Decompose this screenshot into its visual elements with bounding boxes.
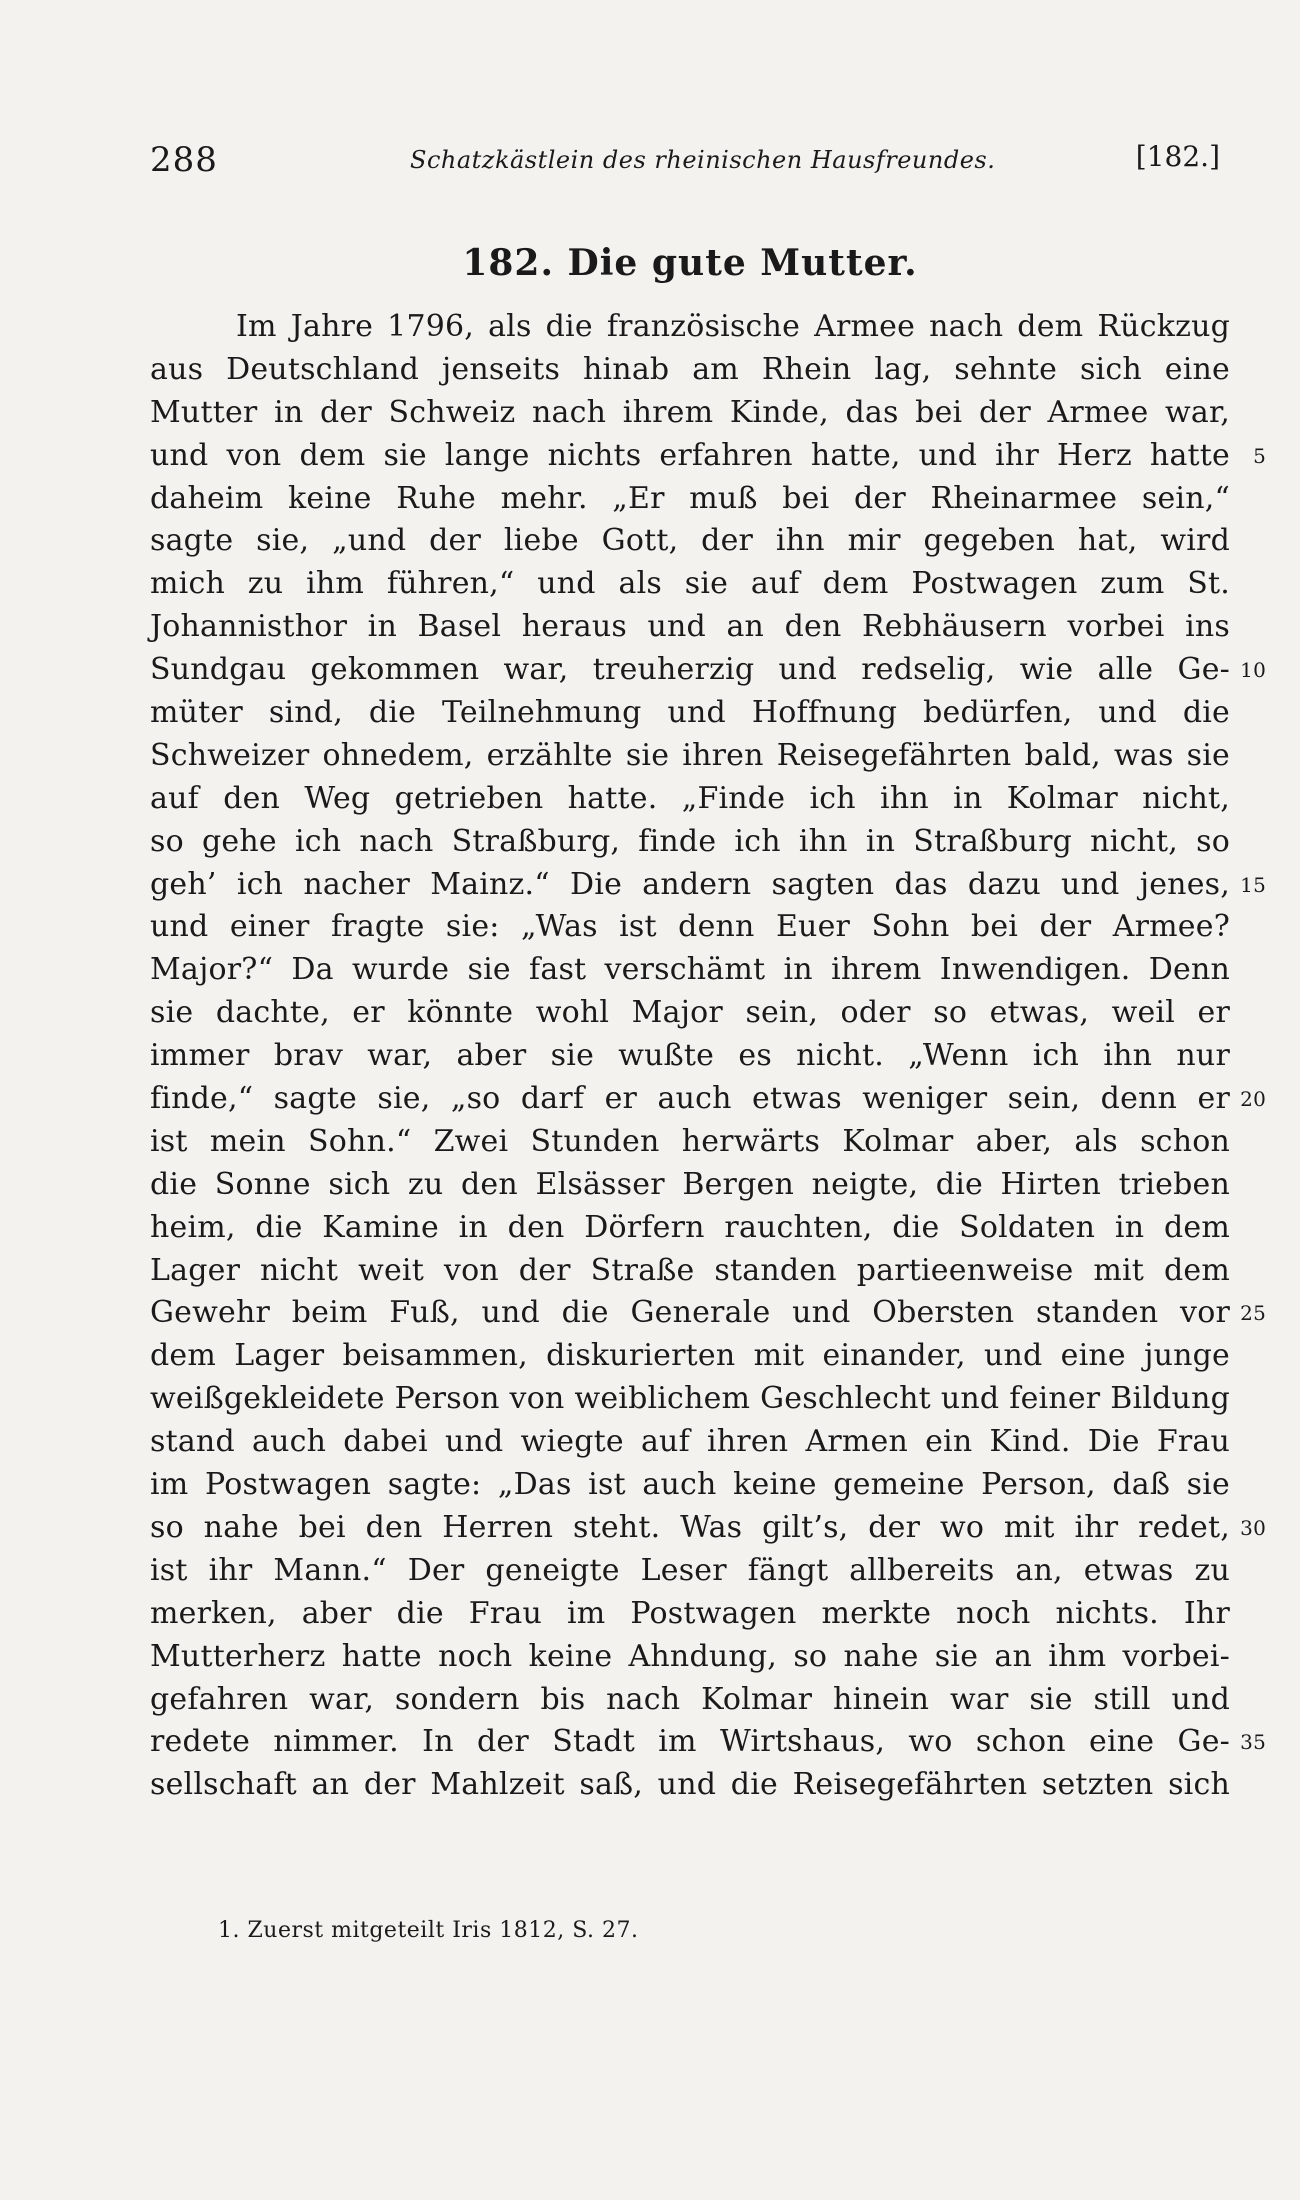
text-line — [150, 606, 1230, 649]
line-text: Im Jahre 1796, als die französische Armee nach dem Rückzug — [236, 309, 1230, 344]
line-text: auf den Weg getrieben hatte. „Finde ich ihn in Kolmar nicht, — [150, 780, 1230, 816]
section-reference: [182.] — [1135, 140, 1220, 173]
text-line — [150, 1292, 1266, 1335]
line-text: dem Lager beisammen, diskurierten mit einander, und eine junge — [150, 1338, 1230, 1374]
body-text — [150, 306, 1266, 1807]
line-text: redete nimmer. In der Stadt im Wirtshaus, wo schon eine Ge- — [150, 1724, 1230, 1760]
text-line — [150, 349, 1230, 392]
text-line — [150, 949, 1230, 992]
line-text: so gehe ich nach Straßburg, finde ich ihn in Straßburg nicht, so — [150, 823, 1230, 859]
text-line — [150, 1464, 1230, 1507]
line-number: 30 — [1240, 1515, 1266, 1540]
text-line — [150, 478, 1230, 521]
line-text: Schweizer ohnedem, erzählte sie ihren Reisegefährten bald, was sie — [150, 737, 1230, 773]
line-text: Major?“ Da wurde sie fast verschämt in ihrem Inwendigen. Denn — [150, 952, 1230, 988]
page-header — [150, 140, 1232, 184]
text-line — [150, 1164, 1230, 1207]
text-line — [150, 1636, 1230, 1679]
line-text: Mutter in der Schweiz nach ihrem Kinde, das bei der Armee war, — [150, 394, 1230, 430]
line-text: heim, die Kamine in den Dörfern rauchten, die Soldaten in dem — [150, 1209, 1230, 1245]
text-line — [150, 1335, 1230, 1378]
line-text: mich zu ihm führen,“ und als sie auf dem Postwagen zum St. — [150, 566, 1230, 602]
line-number: 15 — [1240, 872, 1266, 897]
text-line — [150, 1378, 1230, 1421]
line-text: im Postwagen sagte: „Das ist auch keine gemeine Person, daß sie — [150, 1467, 1230, 1503]
text-line — [150, 992, 1230, 1035]
text-line — [150, 649, 1266, 692]
line-text: sellschaft an der Mahlzeit saß, und die Reisegefährten setzten sich — [150, 1767, 1230, 1803]
text-line — [150, 563, 1230, 606]
text-line — [150, 778, 1230, 821]
line-text: geh’ ich nacher Mainz.“ Die andern sagten das dazu und jenes, — [150, 866, 1230, 902]
line-text: und von dem sie lange nichts erfahren hatte, und ihr Herz hatte — [150, 437, 1230, 473]
line-text: sie dachte, er könnte wohl Major sein, oder so etwas, weil er — [150, 995, 1230, 1031]
line-text: immer brav war, aber sie wußte es nicht. „Wenn ich ihn nur — [150, 1038, 1230, 1074]
line-text: Lager nicht weit von der Straße standen partieenweise mit dem — [150, 1252, 1230, 1288]
text-line — [150, 735, 1230, 778]
running-title: Schatzkästlein des rheinischen Hausfreundes. — [410, 146, 996, 174]
line-text: Gewehr beim Fuß, und die Generale und Obersten standen vor — [150, 1295, 1230, 1331]
text-line — [150, 1550, 1230, 1593]
line-text: so nahe bei den Herren steht. Was gilt’s, der wo mit ihr redet, — [150, 1509, 1230, 1545]
line-text: ist mein Sohn.“ Zwei Stunden herwärts Kolmar aber, als schon — [150, 1123, 1230, 1159]
text-line — [150, 1507, 1266, 1550]
text-line — [150, 692, 1230, 735]
line-text: aus Deutschland jenseits hinab am Rhein lag, sehnte sich eine — [150, 351, 1230, 387]
line-text: müter sind, die Teilnehmung und Hoffnung bedürfen, und die — [150, 695, 1230, 731]
line-text: Mutterherz hatte noch keine Ahndung, so nahe sie an ihm vorbei- — [150, 1638, 1230, 1674]
text-line — [150, 1207, 1230, 1250]
text-line — [150, 1593, 1230, 1636]
line-text: daheim keine Ruhe mehr. „Er muß bei der Rheinarmee sein,“ — [150, 480, 1230, 516]
text-line — [150, 1679, 1230, 1722]
line-text: gefahren war, sondern bis nach Kolmar hinein war sie still und — [150, 1681, 1230, 1717]
line-text: die Sonne sich zu den Elsässer Bergen neigte, die Hirten trieben — [150, 1166, 1230, 1202]
text-line — [150, 1035, 1230, 1078]
line-number: 25 — [1240, 1301, 1266, 1326]
text-line — [150, 1721, 1266, 1764]
line-number: 35 — [1240, 1730, 1266, 1755]
text-line — [150, 1078, 1266, 1121]
line-text: Johannisthor in Basel heraus und an den Rebhäusern vorbei ins — [150, 609, 1230, 645]
text-line — [150, 1121, 1230, 1164]
line-text: ist ihr Mann.“ Der geneigte Leser fängt allbereits an, etwas zu — [150, 1552, 1230, 1588]
text-line — [150, 306, 1230, 349]
text-line — [150, 520, 1230, 563]
line-number: 20 — [1240, 1087, 1266, 1112]
line-text: merken, aber die Frau im Postwagen merkte noch nichts. Ihr — [150, 1595, 1230, 1631]
line-text: stand auch dabei und wiegte auf ihren Armen ein Kind. Die Frau — [150, 1424, 1230, 1460]
page-number: 288 — [150, 140, 218, 180]
text-line — [150, 821, 1230, 864]
line-number: 5 — [1253, 443, 1266, 468]
text-line — [150, 435, 1266, 478]
line-text: sagte sie, „und der liebe Gott, der ihn mir gegeben hat, wird — [150, 523, 1230, 559]
line-text: Sundgau gekommen war, treuherzig und redselig, wie alle Ge- — [150, 652, 1230, 688]
text-line — [150, 1764, 1230, 1807]
text-line — [150, 1250, 1230, 1293]
footnote: 1. Zuerst mitgeteilt Iris 1812, S. 27. — [218, 1918, 639, 1943]
line-text: und einer fragte sie: „Was ist denn Euer Sohn bei der Armee? — [150, 909, 1230, 945]
text-line — [150, 906, 1230, 949]
line-text: finde,“ sagte sie, „so darf er auch etwas weniger sein, denn er — [150, 1081, 1230, 1117]
chapter-title: 182. Die gute Mutter. — [462, 242, 918, 284]
line-number: 10 — [1240, 658, 1266, 683]
text-line — [150, 864, 1266, 907]
text-line — [150, 392, 1230, 435]
text-line — [150, 1421, 1230, 1464]
line-text: weißgekleidete Person von weiblichem Geschlecht und feiner Bildung — [150, 1381, 1230, 1417]
